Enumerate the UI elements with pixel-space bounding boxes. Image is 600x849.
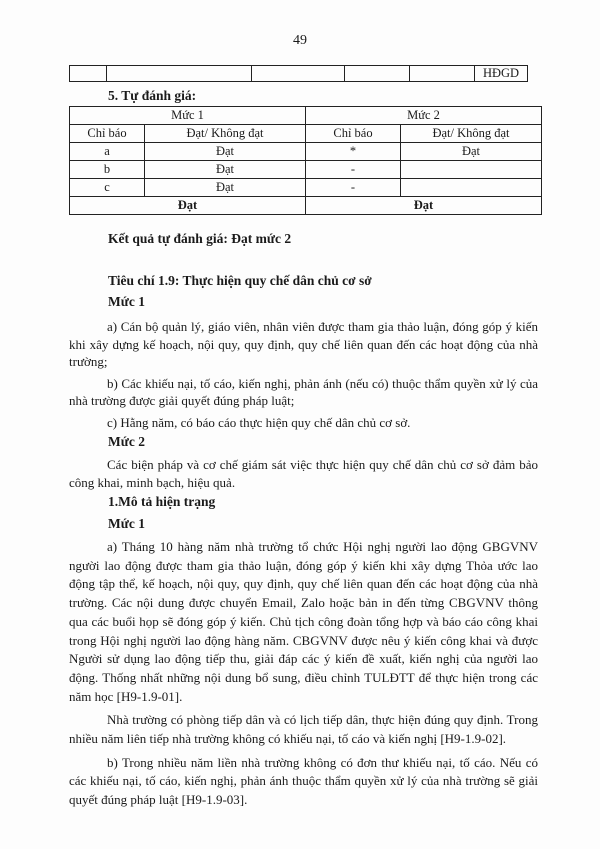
summary-cell: Đạt [306, 197, 542, 215]
requirement-item: a) Cán bộ quản lý, giáo viên, nhân viên được tham gia thảo luận, đóng góp ý kiến khi xây dựng kế hoạch, nội quy, quy định, quy chế liên quan đến các hoạt động của nhà trường; [69, 319, 538, 369]
criterion-title: Tiêu chí 1.9: Thực hiện quy chế dân chủ cơ sở [108, 273, 372, 288]
table-row [70, 143, 542, 161]
table-row [70, 161, 542, 179]
paragraph: b) Trong nhiều năm liền nhà trường không có đơn thư khiếu nại, tố cáo. Nếu có các khiếu nại, tố cáo, kiến nghị, phản ánh thuộc thẩm quyền xử lý của nhà trường sẽ giải quyết đúng pháp luật [H9-1.9-03]. [69, 754, 538, 808]
table-cell [70, 66, 107, 82]
table-cell [252, 66, 345, 82]
table-cell: Đạt [145, 161, 306, 179]
level-header: Mức 2 [306, 107, 542, 125]
level-2-requirement: Các biện pháp và cơ chế giám sát việc thực hiện quy chế dân chủ cơ sở đảm bảo công khai, minh bạch, hiệu quả. [69, 457, 538, 490]
table-cell [401, 179, 542, 197]
evidence-table-last-row [69, 65, 528, 82]
requirement-item: b) Các khiếu nại, tố cáo, kiến nghị, phản ánh (nếu có) thuộc thẩm quyền xử lý của nhà trường được giải quyết đúng pháp luật; [69, 375, 538, 408]
table-cell [410, 66, 475, 82]
table-cell [107, 66, 252, 82]
table-cell [401, 161, 542, 179]
table-cell: Đạt [401, 143, 542, 161]
section-title: 5. Tự đánh giá: [108, 88, 197, 103]
page-number: 49 [293, 33, 307, 48]
level-1-label: Mức 1 [108, 516, 145, 531]
table-row [70, 179, 542, 197]
table-cell: a [70, 143, 145, 161]
table-cell: c [70, 179, 145, 197]
column-header: Chỉ báo [306, 125, 401, 143]
table-cell: - [306, 161, 401, 179]
column-header: Chỉ báo [70, 125, 145, 143]
level-1-label: Mức 1 [108, 294, 145, 309]
paragraph: Nhà trường có phòng tiếp dân và có lịch tiếp dân, thực hiện đúng quy định. Trong nhiều năm liên tiếp nhà trường không có khiếu nại, tố cáo và kiến nghị [H9-1.9-02]. [69, 712, 538, 747]
table-cell: * [306, 143, 401, 161]
summary-cell: Đạt [70, 197, 306, 215]
level-header: Mức 1 [70, 107, 306, 125]
table-cell: Đạt [145, 179, 306, 197]
table-cell: - [306, 179, 401, 197]
level-1-requirements [69, 318, 538, 431]
table-cell [345, 66, 410, 82]
table-cell: HĐGD [475, 66, 528, 82]
table-cell: b [70, 161, 145, 179]
table-cell: Đạt [145, 143, 306, 161]
column-header: Đạt/ Không đạt [145, 125, 306, 143]
self-evaluation-result: Kết quả tự đánh giá: Đạt mức 2 [108, 231, 292, 246]
section-title: 1.Mô tả hiện trạng [108, 494, 216, 509]
self-evaluation-table [69, 106, 542, 215]
level-2-label: Mức 2 [108, 434, 145, 449]
paragraph: a) Tháng 10 hàng năm nhà trường tổ chức Hội nghị người lao động GBGVNV người lao động được tham gia thảo luận, đóng góp ý kiến khi xây dựng Thỏa ước lao động tập thể, kế hoạch, nội quy, quy định, quy chế liên quan đến các hoạt động của nhà trường. Các nội dung được chuyển Email, Zalo hoặc bản in đến từng CBGVNV thông qua các buổi họp sẽ đóng góp ý kiến. Chủ tịch công đoàn tổng hợp và báo cáo công khai trong Hội nghị người lao động hàng năm. CBGVNV được nêu ý kiến công khai và được Người sử dụng lao động tiếp thu, giải đáp các ý kiến đề xuất, kiến nghị của người lao động. Thống nhất những nội dung bổ sung, điều chỉnh TULĐTT để thực hiện trong các năm học [H9-1.9-01]. [69, 539, 538, 704]
current-status-description [69, 538, 538, 810]
column-header: Đạt/ Không đạt [401, 125, 542, 143]
requirement-item: c) Hằng năm, có báo cáo thực hiện quy chế dân chủ cơ sở. [107, 414, 411, 430]
